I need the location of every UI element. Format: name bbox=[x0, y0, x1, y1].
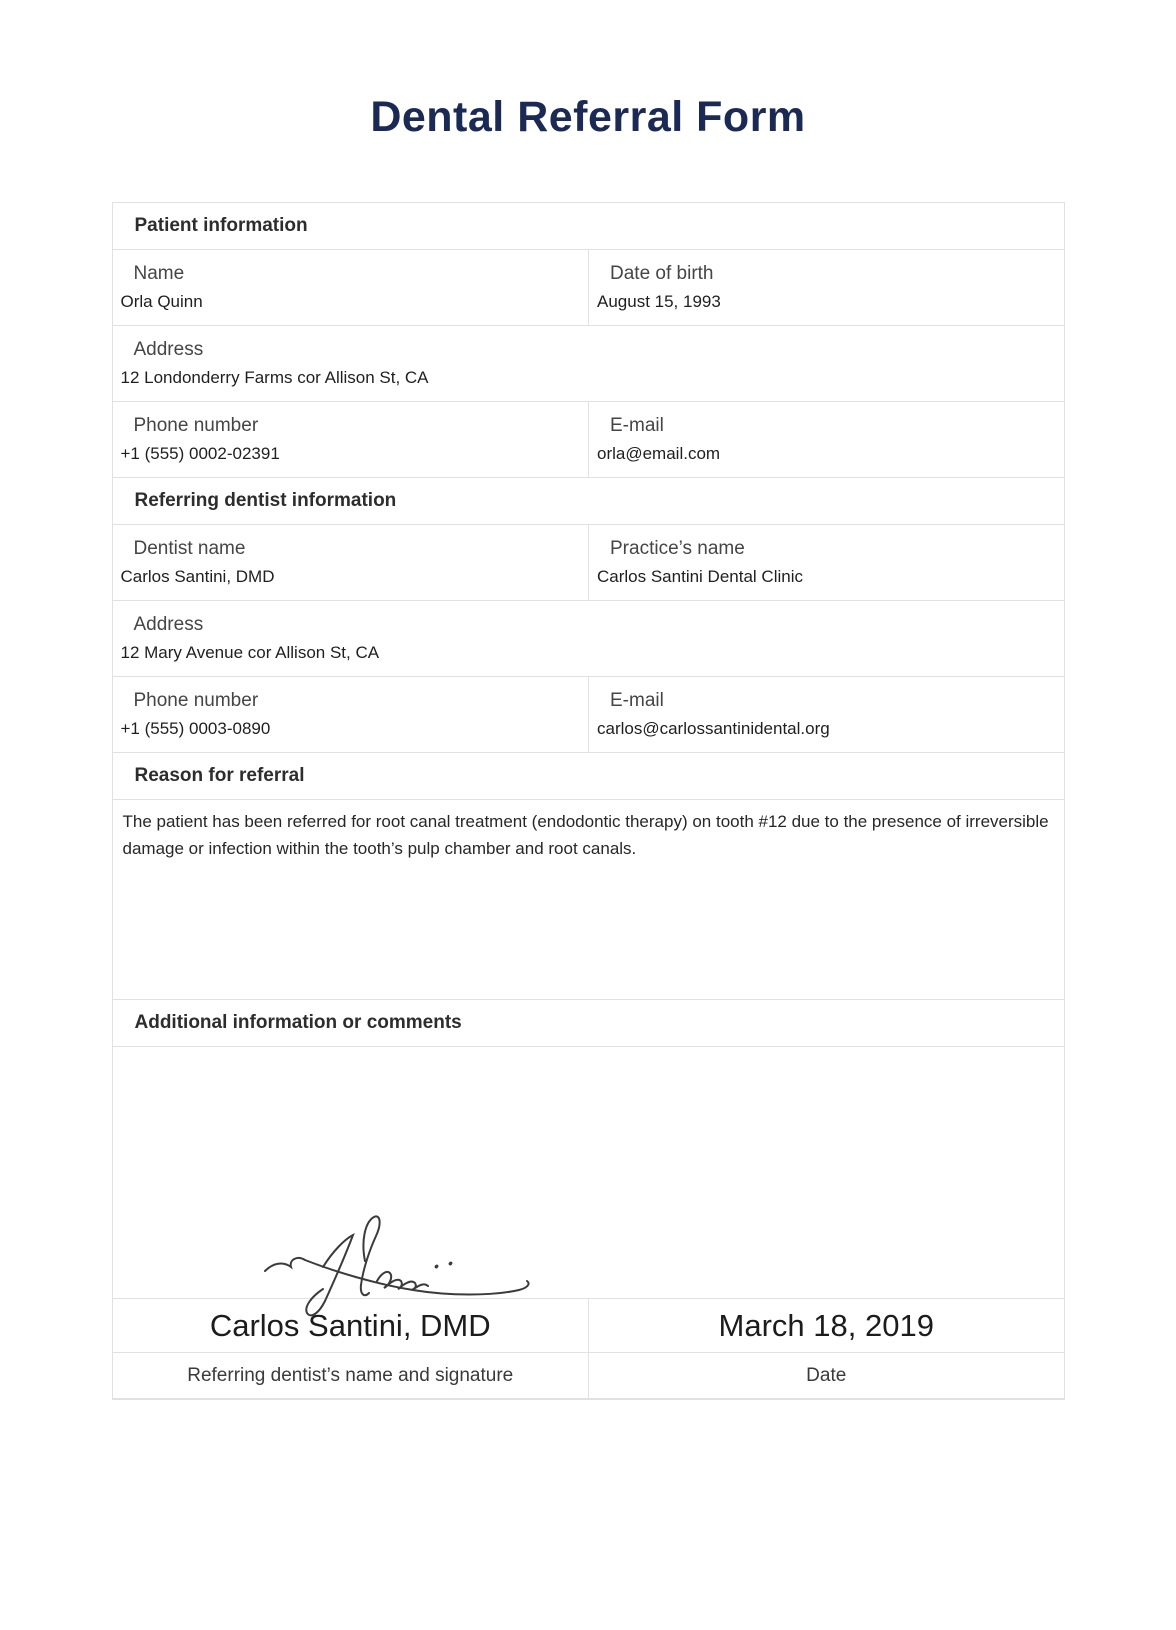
dentist-address-value: 12 Mary Avenue cor Allison St, CA bbox=[120, 643, 380, 663]
field-practice-name bbox=[588, 525, 1064, 600]
additional-comments-text bbox=[113, 1047, 1064, 1298]
section-header-patient-information: Patient information bbox=[134, 215, 308, 237]
section-header-reason-for-referral: Reason for referral bbox=[134, 765, 305, 787]
field-patient-email bbox=[588, 402, 1064, 477]
patient-phone-value: +1 (555) 0002-02391 bbox=[120, 444, 280, 464]
patient-dob-value: August 15, 1993 bbox=[597, 292, 721, 312]
field-patient-phone bbox=[113, 402, 589, 477]
field-dentist-name bbox=[113, 525, 589, 600]
row-reason-text bbox=[113, 800, 1064, 1000]
signature-date-label: Date bbox=[588, 1353, 1064, 1398]
patient-email-value: orla@email.com bbox=[597, 444, 721, 464]
row-signature-values bbox=[113, 1299, 1064, 1353]
section-header-referring-dentist: Referring dentist information bbox=[134, 490, 397, 512]
dentist-phone-value: +1 (555) 0003-0890 bbox=[120, 719, 271, 739]
signature-name-label: Referring dentist’s name and signature bbox=[187, 1364, 514, 1386]
section-row-reason bbox=[113, 753, 1064, 800]
field-dentist-address bbox=[113, 601, 1064, 676]
field-dentist-email bbox=[588, 677, 1064, 752]
row-patient-phone-email bbox=[113, 402, 1064, 478]
row-dentist-phone-email bbox=[113, 677, 1064, 753]
dentist-name-value: Carlos Santini, DMD bbox=[120, 567, 275, 587]
patient-address-label: Address bbox=[133, 339, 204, 361]
patient-name-value: Orla Quinn bbox=[120, 292, 203, 312]
row-dentist-practice bbox=[113, 525, 1064, 601]
section-row-dentist bbox=[113, 478, 1064, 525]
signature-date-value: March 18, 2019 bbox=[588, 1299, 1064, 1352]
dentist-name-label: Dentist name bbox=[133, 538, 246, 560]
field-patient-dob bbox=[588, 250, 1064, 325]
patient-email-label: E-mail bbox=[610, 415, 664, 437]
row-name-dob bbox=[113, 250, 1064, 326]
dentist-address-label: Address bbox=[133, 614, 204, 636]
row-dentist-address bbox=[113, 601, 1064, 677]
field-dentist-phone bbox=[113, 677, 589, 752]
dentist-phone-label: Phone number bbox=[133, 690, 259, 712]
field-patient-name bbox=[113, 250, 589, 325]
row-patient-address bbox=[113, 326, 1064, 402]
practice-name-label: Practice’s name bbox=[610, 538, 745, 560]
row-comments-area bbox=[113, 1047, 1064, 1299]
row-signature-labels bbox=[113, 1353, 1064, 1399]
patient-address-value: 12 Londonderry Farms cor Allison St, CA bbox=[120, 368, 429, 388]
patient-dob-label: Date of birth bbox=[610, 263, 714, 285]
field-patient-address bbox=[113, 326, 1064, 401]
page-title: Dental Referral Form bbox=[370, 93, 806, 141]
practice-name-value: Carlos Santini Dental Clinic bbox=[597, 567, 803, 587]
patient-name-label: Name bbox=[133, 263, 185, 285]
dentist-email-value: carlos@carlossantinidental.org bbox=[597, 719, 830, 739]
referral-form-table bbox=[112, 202, 1065, 1400]
reason-for-referral-text: The patient has been referred for root canal treatment (endodontic therapy) on tooth #12 due to the presence of irreversible damage or infection within the tooth’s pulp chamber and root canals. bbox=[122, 812, 1049, 859]
section-row-comments bbox=[113, 1000, 1064, 1047]
section-row-patient bbox=[113, 203, 1064, 250]
patient-phone-label: Phone number bbox=[133, 415, 259, 437]
dentist-email-label: E-mail bbox=[610, 690, 664, 712]
section-header-additional-information: Additional information or comments bbox=[134, 1012, 462, 1034]
signature-name-value: Carlos Santini, DMD bbox=[209, 1307, 491, 1343]
